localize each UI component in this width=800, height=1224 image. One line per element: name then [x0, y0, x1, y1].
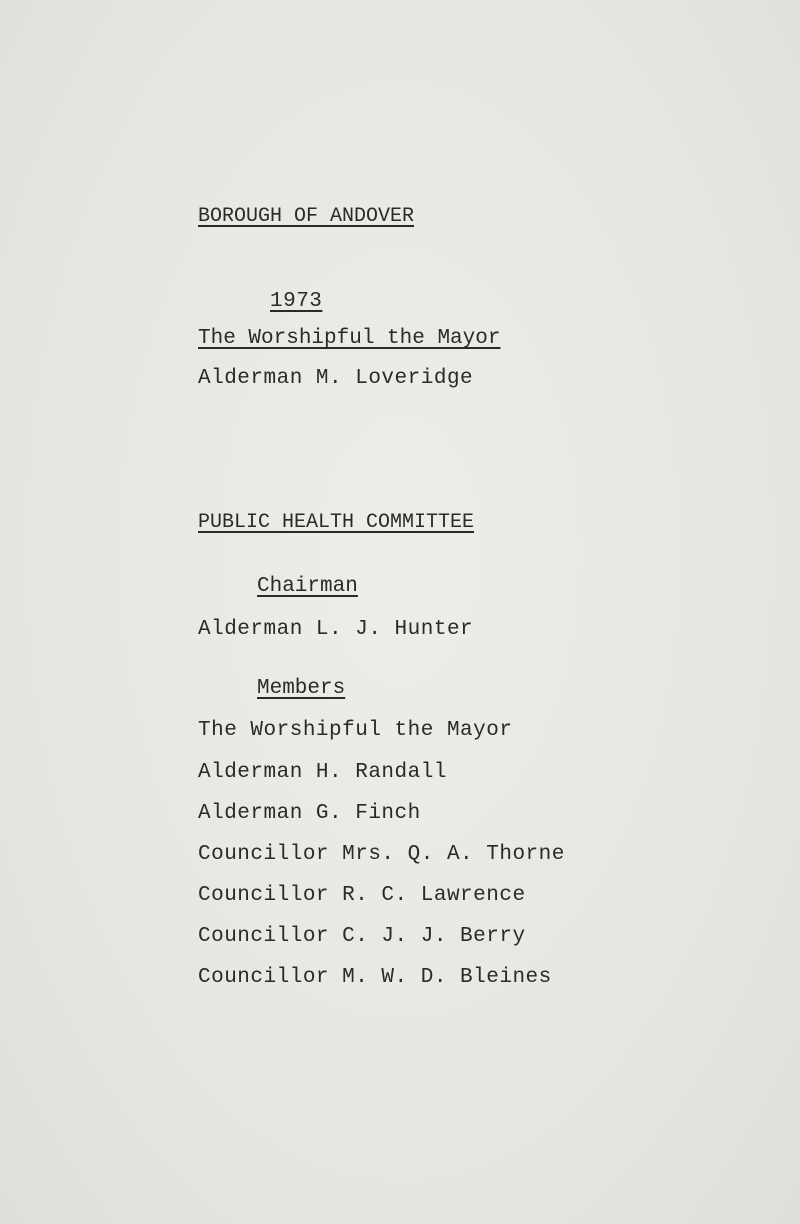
member-item: Councillor C. J. J. Berry — [198, 925, 526, 948]
members-heading: Members — [257, 677, 346, 700]
chairman-name: Alderman L. J. Hunter — [198, 618, 474, 641]
member-item: The Worshipful the Mayor — [198, 719, 513, 742]
member-item: Alderman H. Randall — [198, 761, 447, 784]
member-item: Councillor R. C. Lawrence — [198, 884, 526, 907]
member-item: Alderman G. Finch — [198, 802, 421, 825]
member-item: Councillor Mrs. Q. A. Thorne — [198, 843, 565, 866]
committee-heading: PUBLIC HEALTH COMMITTEE — [198, 511, 475, 534]
year-heading: 1973 — [270, 290, 323, 313]
mayor-name: Alderman M. Loveridge — [198, 367, 474, 390]
mayor-heading: The Worshipful the Mayor — [198, 327, 501, 350]
chairman-heading: Chairman — [257, 575, 358, 598]
borough-heading: BOROUGH OF ANDOVER — [198, 205, 415, 228]
member-item: Councillor M. W. D. Bleines — [198, 966, 552, 989]
